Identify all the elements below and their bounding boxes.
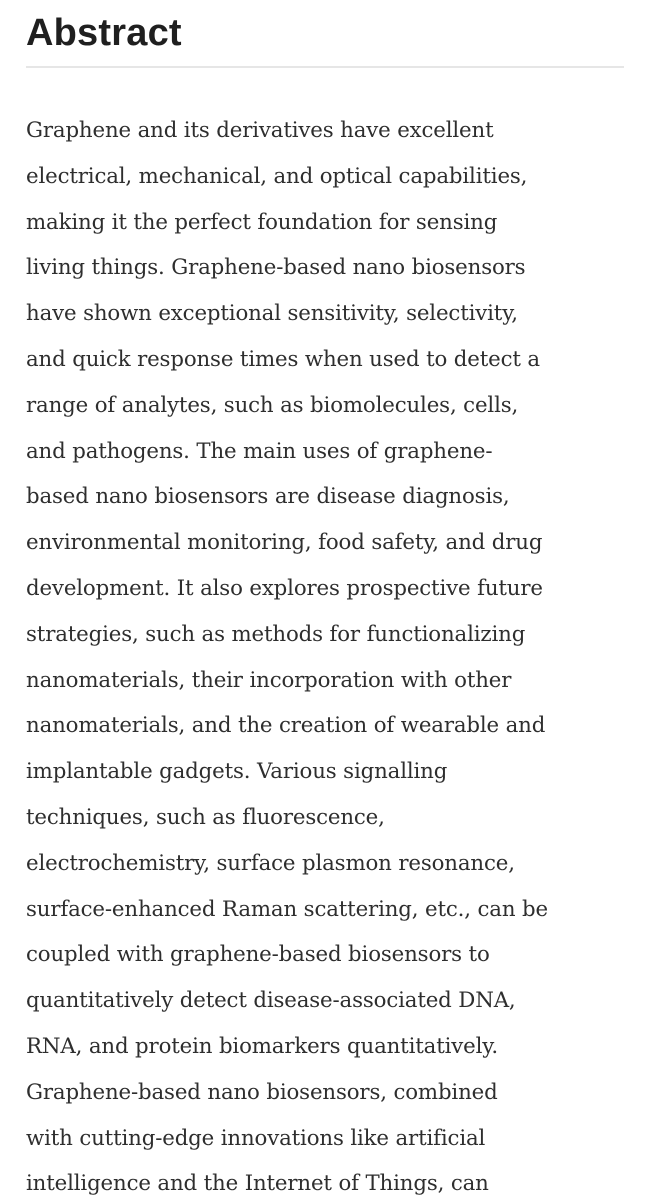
abstract-text: Graphene and its derivatives have excellent electrical, mechanical, and optical capabilities, making it the perfect foundation for sensing living things. Graphene-based nano biosensors have shown exceptional sensitivity, selectivity, and quick response times when used to detect a range of analytes, such as biomolecules, cells, and pathogens. The main uses of graphene- based nano biosensors are disease diagnosis, environmental monitoring, food safety, and drug development. It also explores prospective future strategies, such as methods for functionalizing nanomaterials, their incorporation with other nanomaterials, and the creation of wearable and implantable gadgets. Various signalling techniques, such as fluorescence, electrochemistry, surface plasmon resonance, surface-enhanced Raman scattering, etc., can be coupled with graphene-based biosensors to quantitatively detect disease-associated DNA, RNA, and protein biomarkers quantitatively. Graphene-based nano biosensors, combined with cutting-edge innovations like artificial intelligence and the Internet of Things, can: [26, 118, 548, 1197]
section-heading: Abstract: [26, 12, 182, 54]
